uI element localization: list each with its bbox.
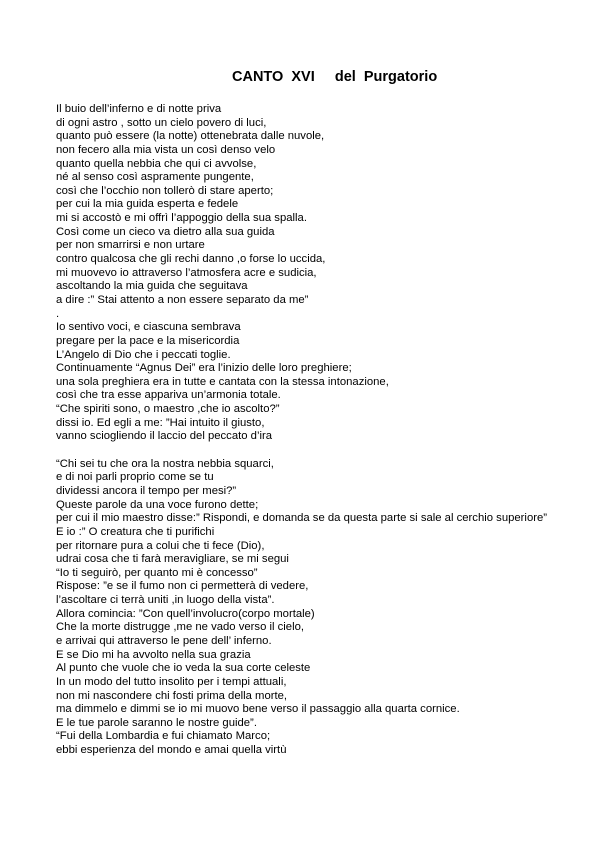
poem-line: E io :” O creatura che ti purifichi [56,525,215,538]
poem-line: e di noi parli proprio come se tu [56,471,214,484]
poem-line: In un modo del tutto insolito per i tempi attuali, [56,675,287,688]
poem-line: di ogni astro , sotto un cielo povero di luci, [56,116,267,129]
poem-line: quanto può essere (la notte) ottenebrata dalle nuvole, [56,130,325,143]
poem-body [56,103,586,758]
poem-line: contro qualcosa che gli rechi danno ,o forse lo uccida, [56,253,326,266]
poem-line: quanto quella nebbia che qui ci avvolse, [56,157,257,170]
poem-line: per non smarrirsi e non urtare [56,239,205,252]
poem-line: vanno sciogliendo il laccio del peccato d’ira [56,430,273,443]
poem-line: L’Angelo di Dio che i peccati toglie. [56,348,231,361]
poem-line: Che la morte distrugge ,me ne vado verso il cielo, [56,621,305,634]
poem-line: così che l’occhio non tollerò di stare aperto; [56,184,274,197]
poem-line: udrai cosa che ti farà meravigliare, se mi segui [56,553,289,566]
poem-line: una sola preghiera era in tutte e cantata con la stessa intonazione, [56,375,389,388]
poem-line: dividessi ancora il tempo per mesi?” [56,484,237,497]
poem-line: a dire :” Stai attento a non essere separato da me” [56,293,309,306]
poem-line: l’ascoltare ci terrà uniti ,in luogo della vista”. [56,594,275,607]
poem-line: Al punto che vuole che io veda la sua corte celeste [56,662,311,675]
poem-line: E le tue parole saranno le nostre guide”. [56,716,257,729]
poem-line: ma dimmelo e dimmi se io mi muovo bene verso il passaggio alla quarta cornice. [56,703,460,716]
poem-line: per cui il mio maestro disse:” Rispondi, e domanda se da questa parte si sale al cerchio superiore” [56,512,548,525]
poem-line [56,444,586,458]
poem-line: non fecero alla mia vista un così denso velo [56,143,276,156]
poem-line: mi si accostò e mi offrì l’appoggio della sua spalla. [56,212,307,225]
poem-line: “Fui della Lombardia e fui chiamato Marco; [56,730,271,743]
poem-line: non mi nascondere chi fosti prima della morte, [56,689,288,702]
poem-line: Così come un cieco va dietro alla sua guida [56,225,275,238]
poem-line: “Che spiriti sono, o maestro ,che io ascolto?” [56,403,280,416]
poem-line: Il buio dell’inferno e di notte priva [56,103,222,115]
poem-line: mi muovevo io attraverso l’atmosfera acre e sudicia, [56,266,317,279]
poem-line: Io sentivo voci, e ciascuna sembrava [56,321,241,334]
poem-line: “Chi sei tu che ora la nostra nebbia squarci, [56,457,274,470]
poem-line: ebbi esperienza del mondo e amai quella virtù [56,744,287,757]
poem-line: per ritornare pura a colui che ti fece (Dio), [56,539,265,552]
poem-line: Queste parole da una voce furono dette; [56,498,259,511]
poem-line: Allora comincia: ”Con quell’involucro(corpo mortale) [56,607,315,620]
poem-line: pregare per la pace e la misericordia [56,334,240,347]
poem-line: . [56,307,60,320]
poem-line: ascoltando la mia guida che seguitava [56,280,248,293]
poem-line: Continuamente “Agnus Dei” era l’inizio delle loro preghiere; [56,362,352,375]
poem-line: per cui la mia guida esperta e fedele [56,198,239,211]
page-title: CANTO XVI del Purgatorio [232,69,438,85]
poem-line: dissi io. Ed egli a me: ”Hai intuito il giusto, [56,416,265,429]
poem-line: “Io ti seguirò, per quanto mi è concesso” [56,566,258,579]
poem-line: e arrivai qui attraverso le pene dell’ inferno. [56,635,272,647]
poem-line: così che tra esse appariva un’armonia totale. [56,389,281,402]
poem-line: né al senso così aspramente pungente, [56,171,254,184]
poem-line: E se Dio mi ha avvolto nella sua grazia [56,648,251,661]
poem-line: Rispose: ”e se il fumo non ci permetterà di vedere, [56,580,309,593]
